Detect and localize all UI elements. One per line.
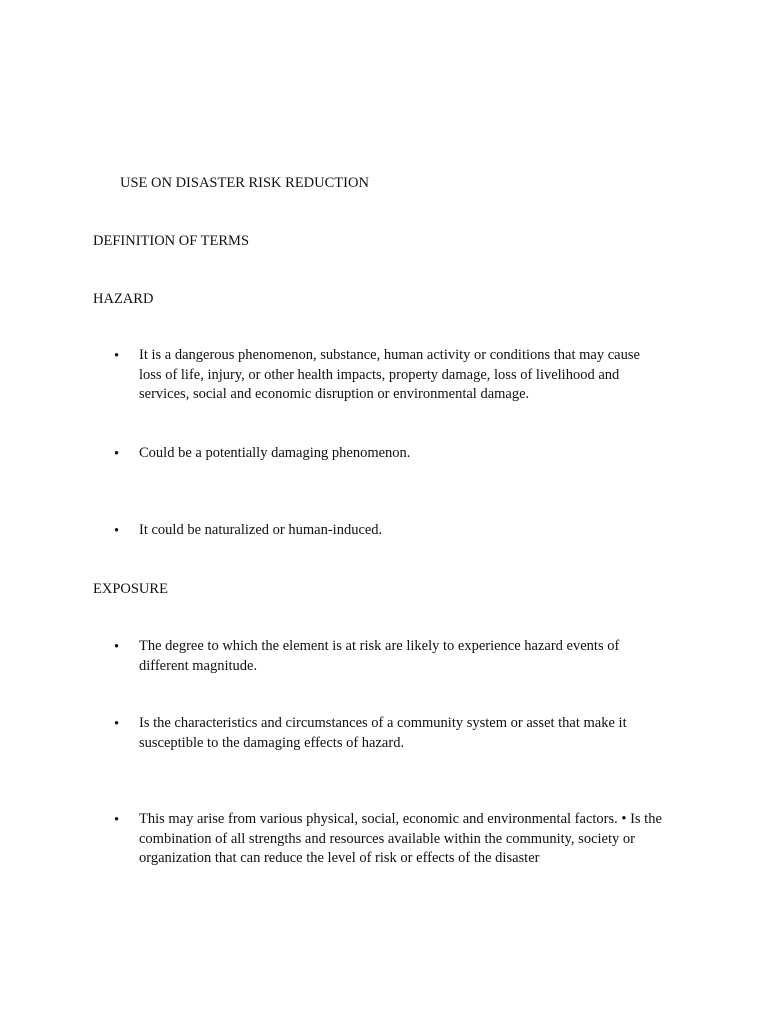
exposure-bullet-item — [114, 637, 674, 676]
hazard-bullet-text: Could be a potentially damaging phenomenon. — [139, 445, 411, 461]
bullet-marker: • — [114, 523, 120, 539]
exposure-bullet-text: Is the characteristics and circumstances of a community system or asset that make it susceptible to the damaging effects of hazard. — [139, 715, 627, 751]
hazard-bullet-item — [114, 444, 674, 464]
bullet-marker: • — [114, 639, 120, 655]
document-title: USE ON DISASTER RISK REDUCTION — [120, 175, 369, 191]
exposure-bullet-item — [114, 714, 674, 753]
exposure-bullet-item — [114, 810, 674, 869]
section-heading: DEFINITION OF TERMS — [93, 233, 250, 249]
hazard-bullet-text: It is a dangerous phenomenon, substance, human activity or conditions that may cause loss of life, injury, or other health impacts, property damage, loss of livelihood and services, social and economic disruption or environmental damage. — [139, 347, 640, 402]
exposure-bullet-text: This may arise from various physical, social, economic and environmental factors. • Is the combination of all strengths and resources available within the community, society or organization that can reduce the level of risk or effects of the disaster — [139, 811, 662, 866]
exposure-heading: EXPOSURE — [93, 581, 168, 597]
bullet-marker: • — [114, 348, 120, 364]
hazard-bullet-item — [114, 346, 674, 405]
hazard-bullet-text: It could be naturalized or human-induced. — [139, 522, 383, 538]
hazard-heading: HAZARD — [93, 291, 154, 307]
bullet-marker: • — [114, 716, 120, 732]
bullet-marker: • — [114, 446, 120, 462]
hazard-bullet-item — [114, 521, 674, 541]
exposure-bullet-text: The degree to which the element is at risk are likely to experience hazard events of different magnitude. — [139, 638, 620, 674]
bullet-marker: • — [114, 812, 120, 828]
